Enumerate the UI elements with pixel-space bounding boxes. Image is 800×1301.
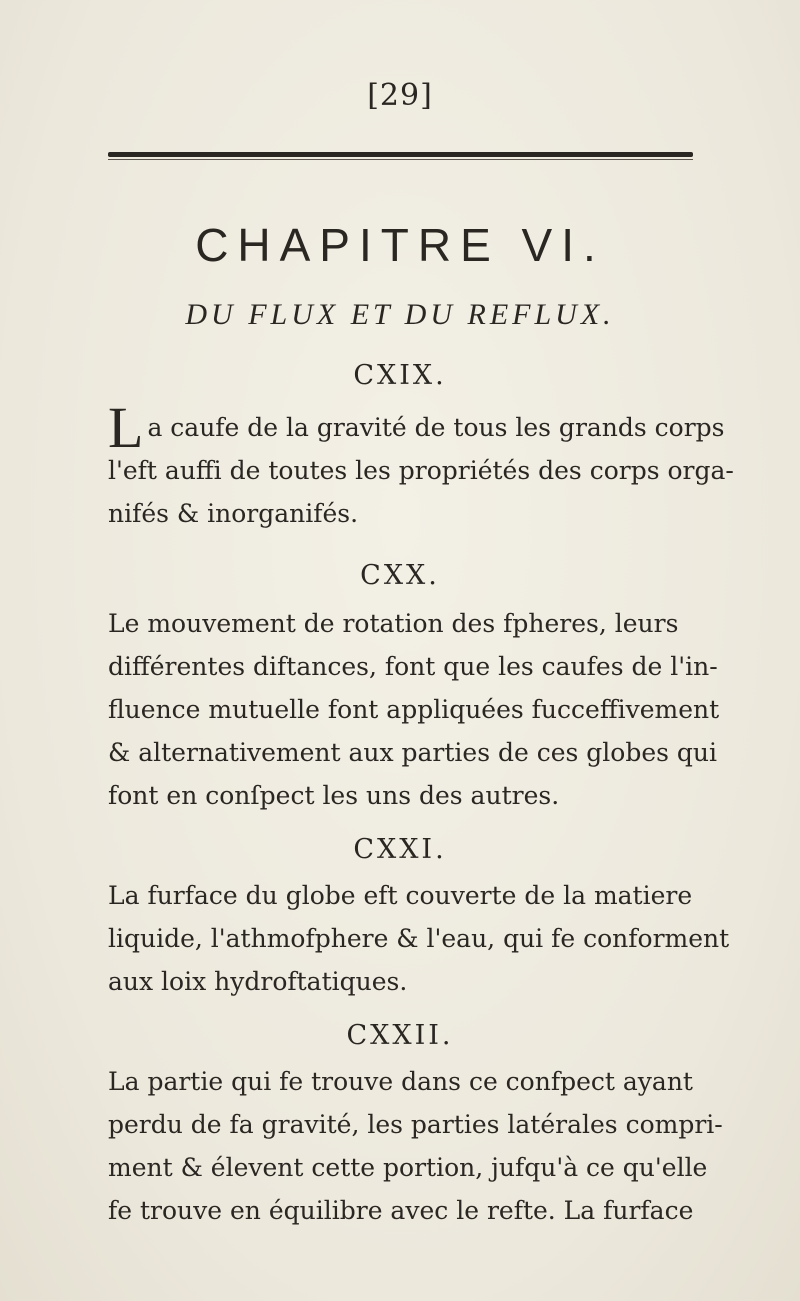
paragraph [108,874,730,1003]
text-line: & alternativement aux parties de ces globes qui [108,738,718,767]
text-line: fluence mutuelle font appliquées fucceffivement [108,695,720,724]
text-line: ment & élevent cette portion, jufqu'à ce qu'elle [108,1153,708,1182]
chapter-subtitle: DU FLUX ET DU REFLUX. [185,298,615,331]
text-line: nifés & inorganifés. [108,499,359,528]
section-heading: CXX. [360,560,440,591]
text-line: font en conſpect les uns des autres. [108,781,560,810]
text-line: aux loix hydroftatiques. [108,967,408,996]
chapter-title: CHAPITRE VI. [195,219,605,271]
text-line: fe trouve en équilibre avec le refte. La furface [108,1196,694,1225]
section-heading: CXIX. [353,360,447,391]
drop-cap: L [108,395,144,460]
text-line: liquide, l'athmofphere & l'eau, qui fe conforment [108,924,730,953]
header-rule [108,152,693,157]
header-rule-thin [108,159,693,160]
section-heading: CXXI. [353,834,447,865]
paragraph [108,395,734,535]
text-line: La caufe de la gravité de tous les grands corps [108,395,725,460]
section-heading: CXXII. [346,1020,454,1051]
text-line: l'eft auffi de toutes les propriétés des corps orga- [108,456,734,485]
text-line: La furface du globe eft couverte de la matiere [108,881,693,910]
paragraph [108,1060,723,1232]
paragraph [108,602,720,817]
text-line: perdu de fa gravité, les parties latérales compri- [108,1110,723,1139]
page-number: [29] [367,78,433,113]
text-line: différentes diftances, font que les caufes de l'in- [108,652,718,681]
text-line: La partie qui fe trouve dans ce confpect ayant [108,1067,693,1096]
text-line: Le mouvement de rotation des fpheres, leurs [108,609,679,638]
